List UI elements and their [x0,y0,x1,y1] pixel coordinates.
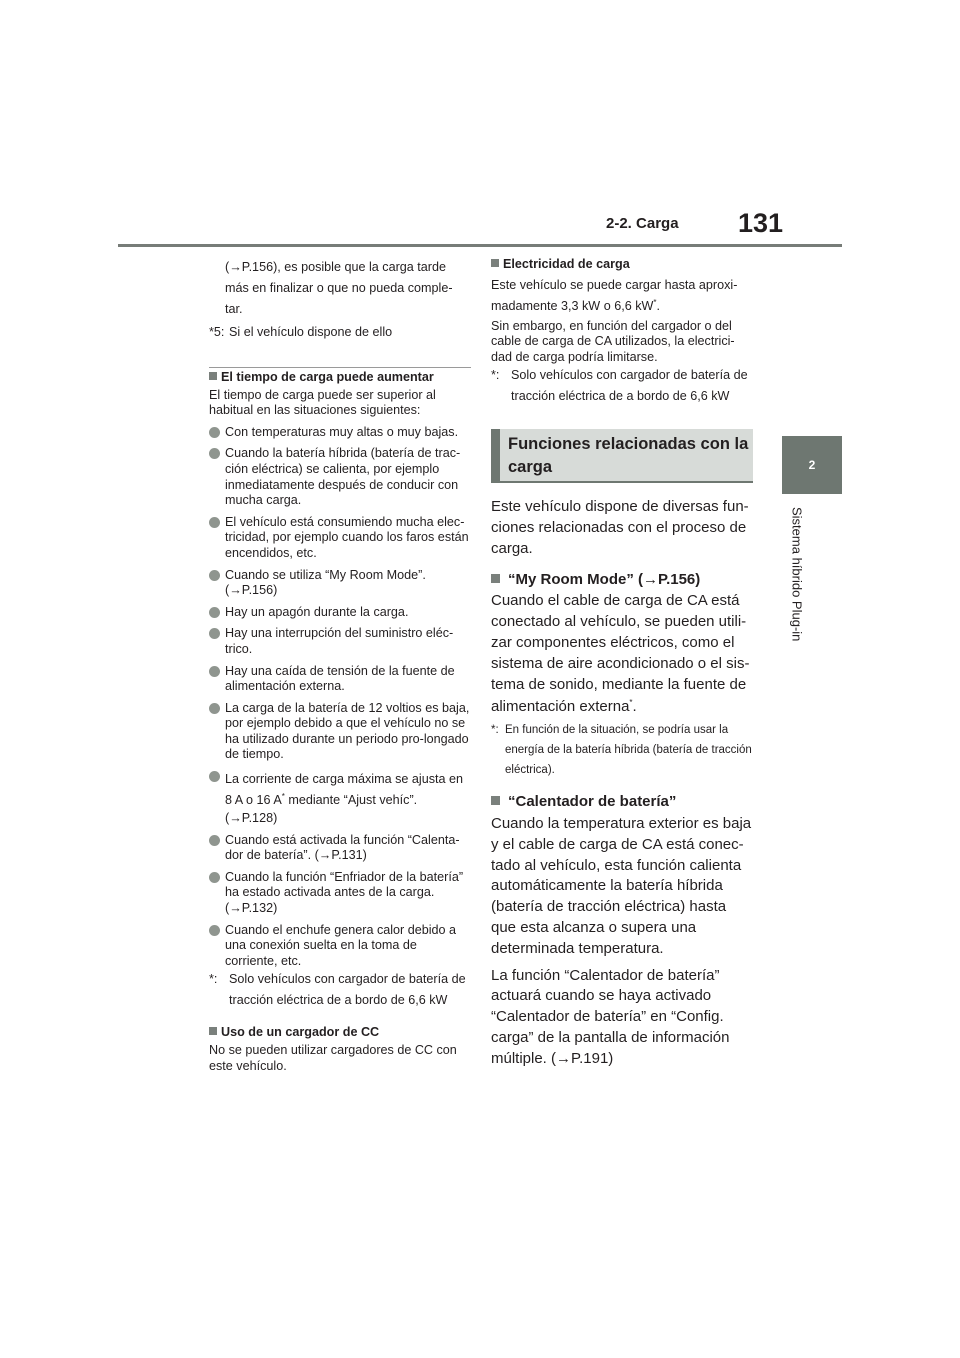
bullet-icon [209,703,220,714]
charge-time-intro: El tiempo de carga puede ser superior al habitual en las situaciones siguientes: [209,387,436,418]
bullet-icon [209,628,220,639]
bullet-icon [209,570,220,581]
section-heading [491,429,753,483]
list-item [209,833,471,864]
footnote-text: Si el vehículo dispone de ello [229,325,393,339]
list-item [209,446,471,508]
footnote-text: En función de la situación, se podría usar la energía de la batería híbrida (batería de tracción eléctrica). [505,724,752,777]
list-item [209,664,471,695]
list-item [209,769,471,827]
continued-text [209,257,471,320]
footnote-text: Solo vehículos con cargador de batería de tracción eléctrica de a bordo de 6,6 kW [511,368,748,404]
footnote-5 [209,322,471,343]
bullet-icon [209,607,220,618]
my-room-mode-text: Cuando el cable de carga de CA está conectado al vehículo, se pueden utili-zar componentes eléctricos, como el sistema de aire acondicionado o el sis-tema de sonido, mediante la fuente de [491,592,750,693]
list-item-text: Con temperaturas muy altas o muy bajas. [225,424,459,439]
battery-heater-text-2: La función “Calentador de batería” actuará cuando se haya activado “Calentador de batería” en “Config. carga” de la pantalla de información múltiple. (→P.191) [491,966,730,1067]
subheading-dc-charger: Uso de un cargador de CC [209,1025,471,1041]
list-item-text: Hay un apagón durante la carga. [225,604,409,619]
header-section-title: 2-2. Carga [606,215,679,232]
charge-power-line: . [656,298,661,313]
list-item [209,515,471,562]
subheading-my-room-mode: “My Room Mode” (→P.156) [491,572,753,588]
header-rule [118,244,842,247]
footnote-text: Solo vehículos con cargador de batería de tracción eléctrica de a bordo de 6,6 kW [229,972,466,1008]
bullet-icon [209,448,220,459]
chapter-label [782,500,812,648]
charge-power-line: Este vehículo se puede cargar hasta aproxi- [491,277,738,292]
list-item-text: La carga de la batería de 12 voltios es baja, por ejemplo debido a que el vehículo no se ha utilizado durante un periodo pro-longado de tiempo. [225,700,470,762]
right-column [491,257,753,1070]
left-column [209,257,471,1074]
subheading-charge-power: Electricidad de carga [491,257,753,273]
list-item [209,568,471,599]
section-divider [209,367,471,368]
list-item-text: Cuando la batería híbrida (batería de trac-ción eléctrica) se calienta, por ejemplo inmediatamente después de conducir con mucha carga. [225,446,461,508]
my-room-mode-text: . [632,698,637,716]
bullet-icon [209,835,220,846]
list-item-text: El vehículo está consumiendo mucha elec-tricidad, por ejemplo cuando los faros están encendidos, etc. [225,514,469,560]
list-item [209,605,471,621]
list-item [209,701,471,763]
list-item-text: (→P.128) [225,811,278,826]
bullet-icon [209,771,220,782]
footnote-mark: *: [491,368,500,383]
list-item [209,626,471,657]
list-item-text: 8 A o 16 A [225,793,282,808]
footnote-ref: * [653,297,657,307]
page-number: 131 [738,208,784,238]
chapter-label-text: Sistema híbrido Plug-in [789,506,805,642]
list-item-text: Cuando se utiliza “My Room Mode”. (→P.156) [225,567,426,598]
subheading-charge-time: El tiempo de carga puede aumentar [209,370,471,386]
bullet-icon [209,666,220,677]
list-item-text: mediante “Ajust vehíc”. [284,793,418,808]
section-intro: Este vehículo dispone de diversas fun-ciones relacionadas con el proceso de carga. [491,498,749,557]
footnote-my-room-mode [491,720,753,780]
footnote-mark: *5: [209,325,225,339]
list-item-text: Cuando el enchufe genera calor debido a una conexión suelta en la toma de corriente, etc. [225,922,457,968]
cont-line: más en finalizar o que no pueda comple- [225,281,453,295]
footnote-star [209,969,471,1011]
bullet-icon [209,872,220,883]
chapter-tab: 2 [782,436,842,494]
list-item-text: Cuando está activada la función “Calenta-dor de batería”. (→P.131) [225,832,460,863]
list-item [209,870,471,917]
footnote-star [491,365,753,407]
my-room-mode-text: alimentación externa [491,698,630,716]
bullet-icon [209,925,220,936]
section-heading-title: Funciones relacionadas con la carga [508,435,749,477]
footnote-ref: * [281,791,285,801]
footnote-mark: *: [491,724,499,737]
cont-line: tar. [225,302,243,316]
charge-power-text: Sin embargo, en función del cargador o del cable de carga de CA utilizados, la electrici-dad de carga podría limitarse. [491,318,735,364]
cont-line: (→P.156), es posible que la carga tarde [225,260,446,274]
bullet-icon [209,427,220,438]
charge-power-line: madamente 3,3 kW o 6,6 kW [491,298,654,313]
list-item-text: Cuando la función “Enfriador de la batería” ha estado activada antes de la carga. (→P.132) [225,869,464,916]
list-item-text: Hay una caída de tensión de la fuente de alimentación externa. [225,663,455,694]
list-item [209,425,471,441]
list-item-text: Hay una interrupción del suministro eléc-trico. [225,626,454,656]
list-item [209,923,471,970]
section-heading-bar [491,429,500,481]
battery-heater-text: Cuando la temperatura exterior es baja y el cable de carga de CA está conec-tado al vehículo, esta función calienta automáticamente la batería híbrida (batería de tracción eléctrica) hasta que esta alcanza o supera una determinada temperatura. [491,814,752,957]
bullet-icon [209,517,220,528]
dc-charger-text: No se pueden utilizar cargadores de CC con este vehículo. [209,1043,457,1073]
footnote-mark: *: [209,972,218,987]
footnote-ref: * [629,698,633,708]
list-item-text: La corriente de carga máxima se ajusta en [225,772,464,787]
subheading-battery-heater: “Calentador de batería” [491,794,753,810]
